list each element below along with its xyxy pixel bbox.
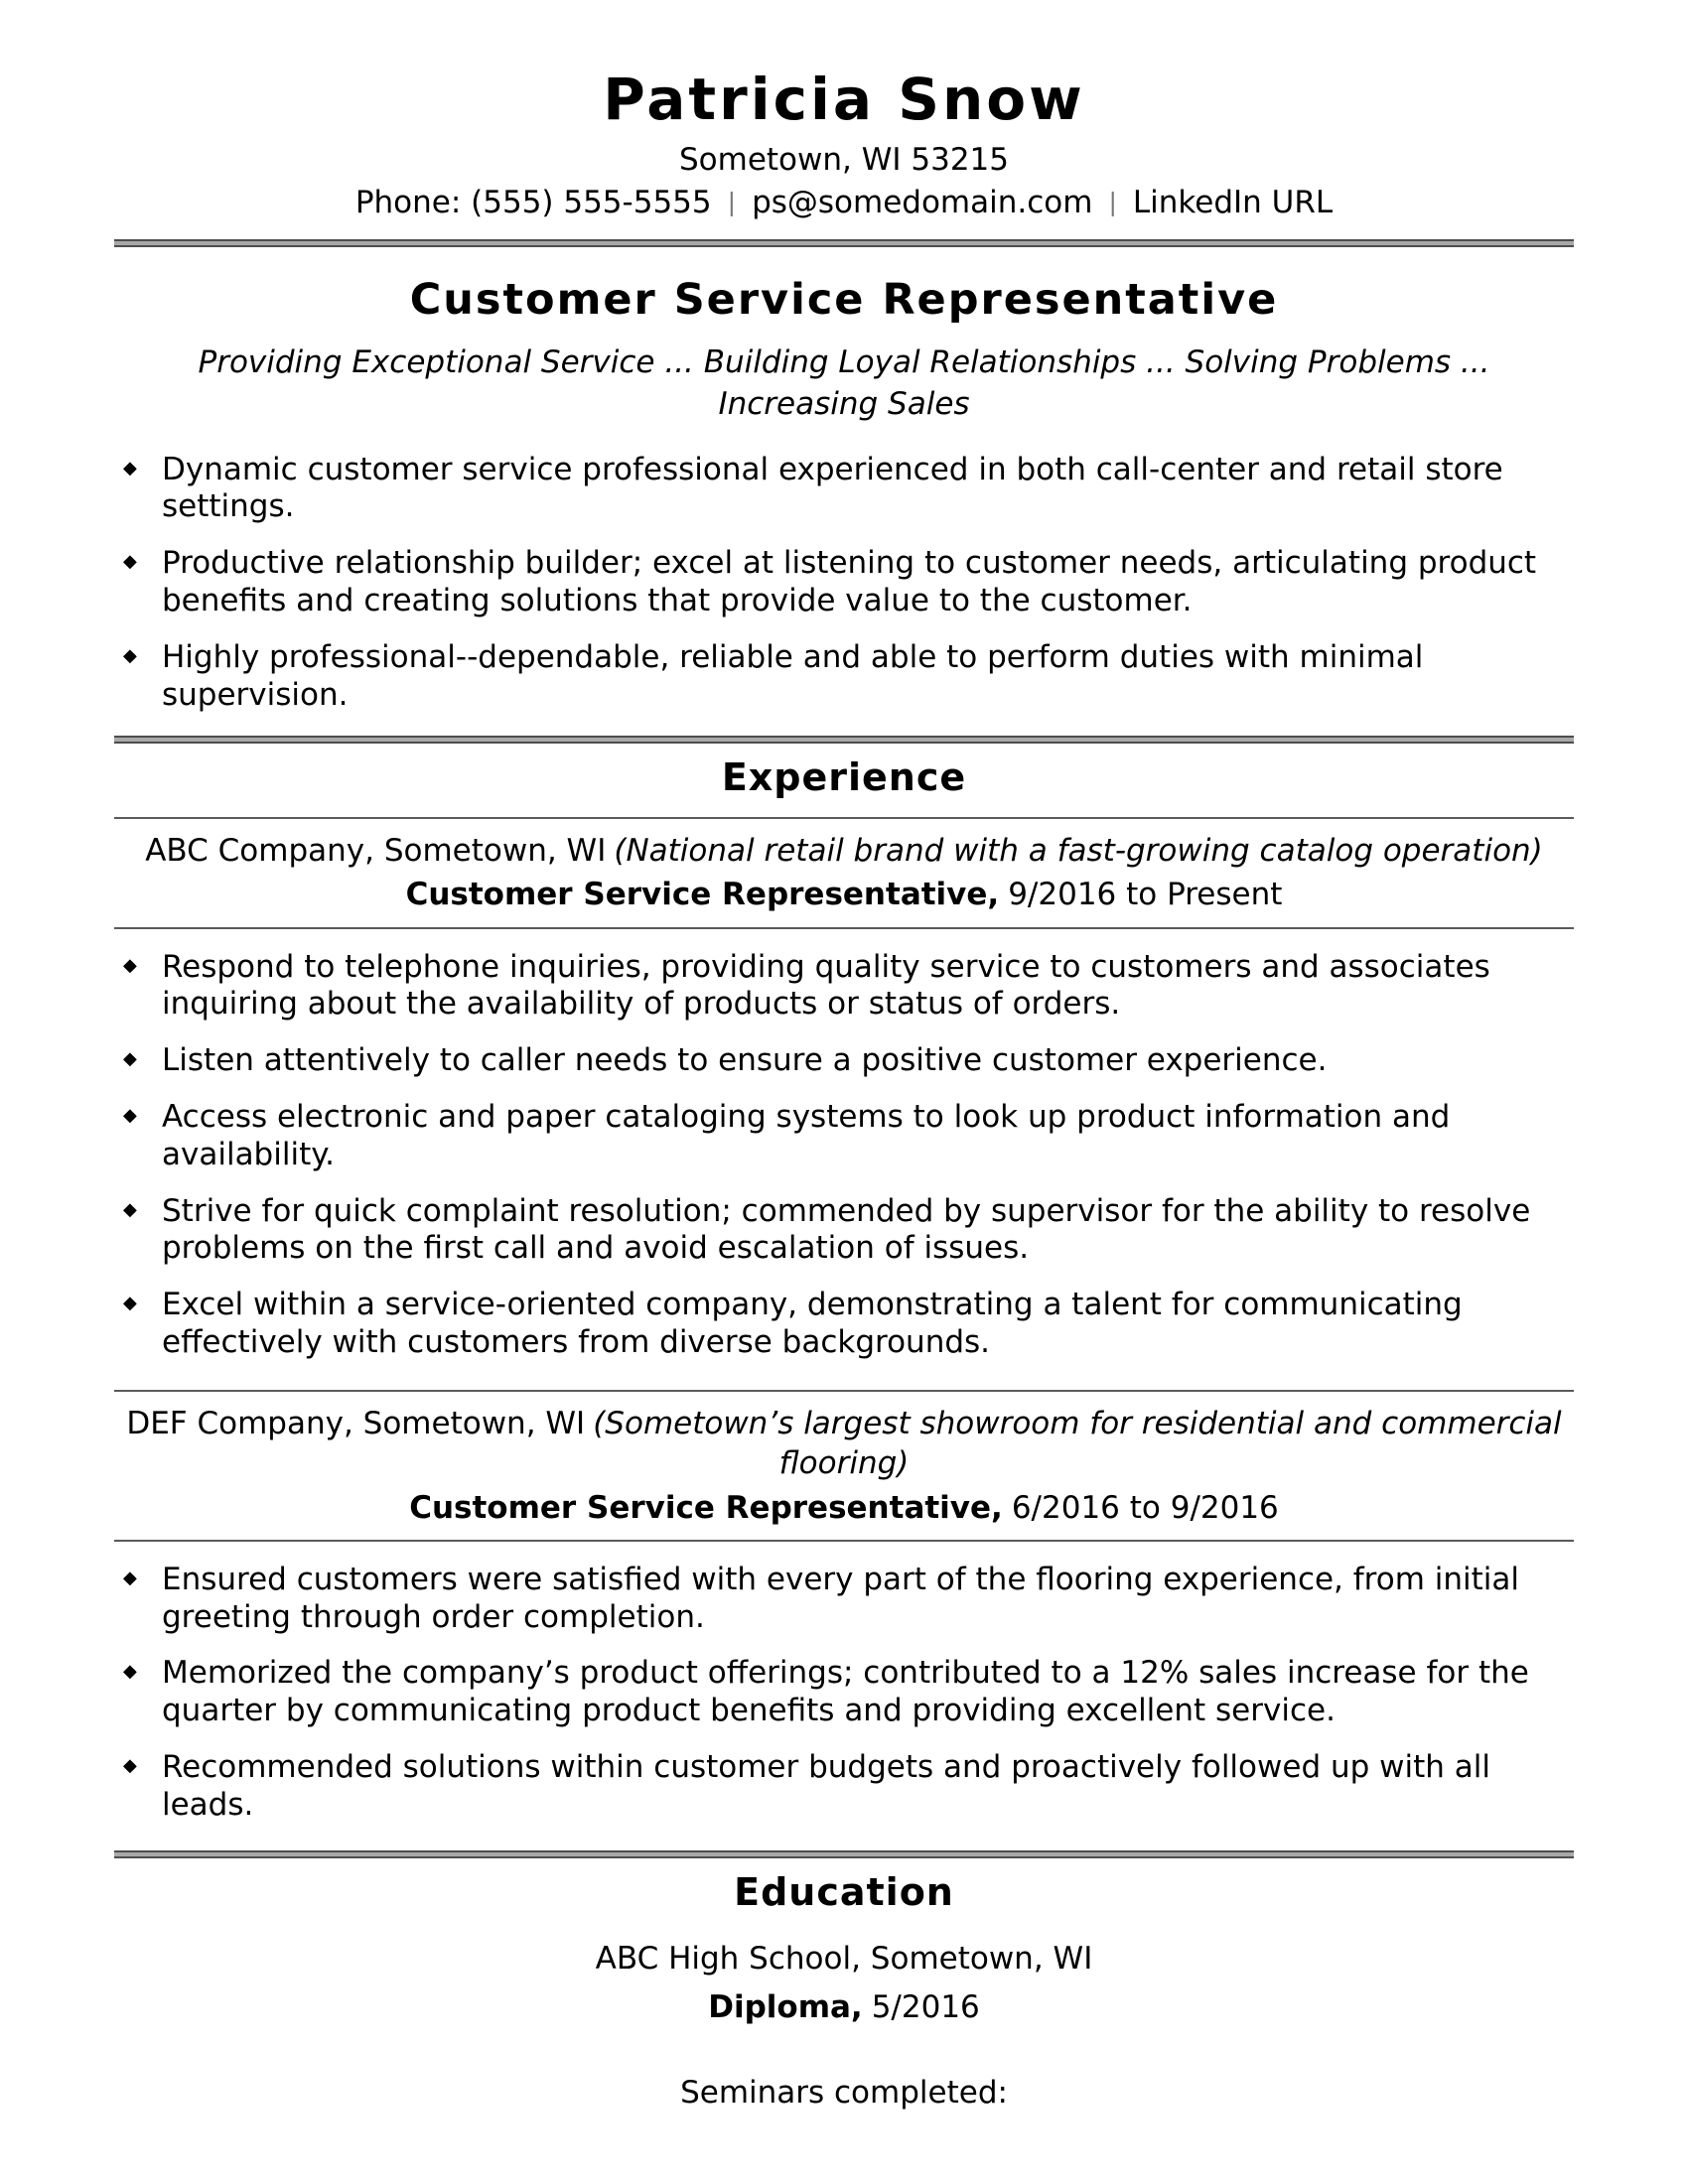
email-text: ps@somedomain.com <box>752 185 1093 221</box>
list-item <box>114 1193 1574 1269</box>
bullet-text: Access electronic and paper cataloging systems to look up product information and availability. <box>162 1099 1451 1172</box>
job-entry <box>114 831 1574 1362</box>
divider-thick <box>114 239 1574 247</box>
bullet-text: Highly professional--dependable, reliable and able to perform duties with minimal supervision. <box>162 638 1424 713</box>
bullet-text: Ensured customers were satisfied with every part of the flooring experience, from initial greeting through order completion. <box>162 1561 1520 1635</box>
diamond-bullet-icon: ◆ <box>123 1661 137 1683</box>
resume-header <box>114 66 1574 247</box>
list-item <box>114 452 1574 527</box>
divider-thin <box>114 817 1574 819</box>
diamond-bullet-icon: ◆ <box>123 954 137 976</box>
divider-thin <box>114 1390 1574 1392</box>
diamond-bullet-icon: ◆ <box>123 1293 137 1314</box>
list-item <box>114 1749 1574 1825</box>
bullet-text: Productive relationship builder; excel at listening to customer needs, articulating product benefits and creating solutions that provide value to the customer. <box>162 545 1537 618</box>
bullet-text: Strive for quick complaint resolution; commended by supervisor for the ability to resolve problems on the first call and avoid escalation of issues. <box>162 1192 1531 1267</box>
diamond-bullet-icon: ◆ <box>123 644 137 666</box>
degree-line <box>114 1987 1574 2027</box>
bullet-text: Dynamic customer service professional experienced in both call-center and retail store settings. <box>162 451 1503 525</box>
experience-section <box>114 736 1574 1824</box>
degree-date: 5/2016 <box>871 1988 980 2025</box>
bullet-text: Memorized the company’s product offerings; contributed to a 12% sales increase for the quarter by communicating product benefits and providing excellent service. <box>162 1655 1529 1729</box>
job-title: Customer Service Representative, <box>409 1489 1003 1526</box>
divider-thick <box>114 736 1574 744</box>
diamond-bullet-icon: ◆ <box>123 457 137 478</box>
phone-text: Phone: (555) 555-5555 <box>354 185 712 221</box>
list-item <box>114 545 1574 620</box>
document-title: Customer Service Representative <box>409 275 1279 326</box>
job-bullet-list <box>114 949 1574 1362</box>
company-description: (National retail brand with a fast-growing catalog operation) <box>614 833 1543 870</box>
company-name: DEF Company, Sometown, WI <box>126 1405 586 1441</box>
company-description: (Sometown’s largest showroom for residential and commercial flooring) <box>593 1405 1562 1482</box>
diamond-bullet-icon: ◆ <box>123 1198 137 1220</box>
diamond-bullet-icon: ◆ <box>123 1567 137 1588</box>
school-line: ABC High School, Sometown, WI <box>595 1941 1093 1978</box>
company-name: ABC Company, Sometown, WI <box>145 833 607 870</box>
job-dates: 9/2016 to Present <box>1008 877 1283 913</box>
contact-separator: | <box>727 188 737 217</box>
job-dates: 6/2016 to 9/2016 <box>1011 1489 1279 1526</box>
education-section <box>114 1850 1574 2113</box>
job-title-line <box>114 1488 1574 1528</box>
bullet-text: Respond to telephone inquiries, providing quality service to customers and associates inquiring about the availability of products or status of orders. <box>162 948 1490 1023</box>
bullet-text: Listen attentively to caller needs to ensure a positive customer experience. <box>162 1042 1328 1079</box>
job-title-line <box>114 875 1574 914</box>
job-entry <box>114 1404 1574 1825</box>
profile-section <box>114 275 1574 714</box>
divider-thin <box>114 927 1574 929</box>
diamond-bullet-icon: ◆ <box>123 1755 137 1777</box>
job-title: Customer Service Representative, <box>405 877 1000 913</box>
diamond-bullet-icon: ◆ <box>123 1048 137 1070</box>
contact-separator: | <box>1108 188 1117 217</box>
person-name: Patricia Snow <box>603 66 1085 133</box>
diamond-bullet-icon: ◆ <box>123 551 137 573</box>
list-item <box>114 1099 1574 1174</box>
company-line <box>114 1404 1574 1484</box>
list-item <box>114 1562 1574 1637</box>
person-location: Sometown, WI 53215 <box>678 141 1009 178</box>
list-item <box>114 639 1574 715</box>
section-heading-experience: Experience <box>721 755 967 800</box>
profile-bullet-list <box>114 452 1574 715</box>
list-item <box>114 1287 1574 1362</box>
contact-line <box>114 185 1574 221</box>
list-item <box>114 1042 1574 1080</box>
job-bullet-list <box>114 1562 1574 1825</box>
bullet-text: Excel within a service-oriented company, demonstrating a talent for communicating effectively with customers from diverse backgrounds. <box>162 1287 1463 1361</box>
list-item <box>114 1655 1574 1730</box>
profile-tagline: Providing Exceptional Service ... Building Loyal Relationships ... Solving Problems ... Increasing Sales <box>198 343 1490 422</box>
diamond-bullet-icon: ◆ <box>123 1105 137 1127</box>
divider-thin <box>114 1540 1574 1542</box>
linkedin-text: LinkedIn URL <box>1132 185 1334 221</box>
company-line <box>114 831 1574 871</box>
section-heading-education: Education <box>734 1869 954 1914</box>
divider-thick <box>114 1850 1574 1858</box>
seminars-line: Seminars completed: <box>680 2074 1008 2111</box>
degree-name: Diploma, <box>708 1988 863 2025</box>
bullet-text: Recommended solutions within customer budgets and proactively followed up with all leads. <box>162 1749 1490 1823</box>
list-item <box>114 949 1574 1024</box>
